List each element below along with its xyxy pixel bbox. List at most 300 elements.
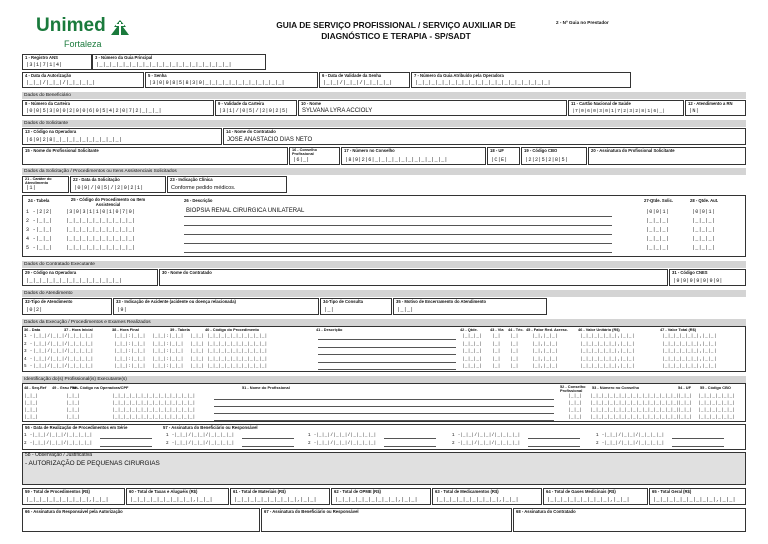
field-label: 8 - Número da Carteira bbox=[25, 101, 70, 106]
validade-carteira-field[interactable] bbox=[215, 100, 297, 116]
field-value: |9| bbox=[117, 307, 127, 313]
exec-header: 41 - Descrição bbox=[316, 327, 343, 332]
valor-total-blank: |_|_|_|_|_|_|,|_|_| bbox=[662, 334, 717, 339]
serie-signature-line bbox=[384, 438, 436, 439]
row-number: 5 - bbox=[24, 364, 33, 369]
data-blank: |_|_|/|_|_|/|_|_|_|_| bbox=[33, 349, 94, 354]
codigo-procedimento-value: |_|_|_|_|_|_|_|_|_|_| bbox=[66, 218, 136, 224]
field-label: 32-Tipo de Atendimento bbox=[25, 299, 73, 304]
serie-signature-line bbox=[384, 446, 436, 447]
field-value: |7|0|6|0|3|0|1|7|2|3|2|8|1|6|_| bbox=[572, 109, 666, 114]
prof-header: 51 - Nome do Profissional bbox=[242, 385, 290, 390]
valor-unitario-blank: |_|_|_|_|_|_|,|_|_| bbox=[580, 334, 635, 339]
data-autorizacao-field[interactable] bbox=[22, 72, 144, 88]
field-label: 30 - Nome do Contratado bbox=[162, 270, 212, 275]
serie-number: 2 - bbox=[596, 441, 605, 446]
exec-header: 40 - Código do Procedimento bbox=[205, 327, 260, 332]
uf-blank: |_|_| bbox=[678, 415, 693, 420]
tabela-blank: |_|_| bbox=[190, 349, 205, 354]
tec-blank: |_| bbox=[510, 341, 519, 347]
grau-part-blank: |_|_| bbox=[66, 394, 81, 399]
field-label: 14 - Nome do Contratado bbox=[226, 129, 276, 134]
field-label: 64 - Total de Gases Medicinais (R$) bbox=[546, 489, 616, 494]
page-title bbox=[246, 20, 546, 42]
hora-final-blank: |_|_|:|_|_| bbox=[152, 334, 184, 339]
cartao-nacional-saude-field[interactable] bbox=[568, 100, 684, 116]
serie-number: 1 - bbox=[24, 433, 33, 438]
hora-final-blank: |_|_|:|_|_| bbox=[152, 341, 184, 347]
field-value: |N| bbox=[689, 108, 699, 114]
valor-total-blank: |_|_|_|_|_|_|,|_|_| bbox=[662, 349, 717, 354]
field-label: 19 - Código CBO bbox=[524, 148, 558, 153]
codigo-procedimento-value: |3|0|3|1|1|0|1|0|7|0| bbox=[66, 209, 136, 215]
field-value: JOSE ANASTACIO DIAS NETO bbox=[227, 137, 313, 143]
tipo-consulta-field[interactable] bbox=[320, 298, 392, 315]
serie-signature-line bbox=[242, 438, 294, 439]
field-value: |2|2|5|2|8|5| bbox=[525, 157, 569, 163]
nome-line bbox=[214, 413, 554, 414]
validade-senha-field[interactable] bbox=[319, 72, 410, 88]
numero-conselho-blank: |_|_|_|_|_|_|_|_|_|_|_|_|_|_|_| bbox=[590, 394, 680, 399]
field-value: |_|_|_|_|_|_|_|_|_|,|_|_| bbox=[26, 497, 109, 503]
row-number: 4 - bbox=[24, 356, 33, 362]
total-opme-field[interactable] bbox=[331, 488, 431, 505]
descricao-line bbox=[184, 243, 612, 244]
numero-conselho-blank: |_|_|_|_|_|_|_|_|_|_|_|_|_|_|_| bbox=[590, 408, 680, 413]
via-blank: |_| bbox=[492, 334, 501, 339]
cbo-blank: |_|_|_|_|_|_| bbox=[698, 401, 736, 406]
assinatura-autorizacao-field[interactable] bbox=[22, 508, 260, 532]
exec-header: 44 - Téc. bbox=[508, 327, 524, 332]
descricao-line bbox=[318, 362, 456, 363]
row-number: 5 - bbox=[26, 245, 36, 251]
header-descricao: 26 - Descrição bbox=[184, 198, 213, 203]
codigo-cbo-field[interactable] bbox=[521, 147, 587, 165]
grau-part-blank: |_|_| bbox=[66, 401, 81, 406]
field-label: 23 - Indicação Clínica bbox=[170, 177, 213, 182]
qtde-blank: |_|_|_| bbox=[462, 341, 483, 347]
valor-total-blank: |_|_|_|_|_|_|,|_|_| bbox=[662, 341, 717, 347]
serie-signature-line bbox=[528, 446, 580, 447]
qtde-blank: |_|_|_| bbox=[462, 334, 483, 339]
field-label: 60 - Total de Taxas e Aluguéis (R$) bbox=[129, 489, 198, 494]
uf-blank: |_|_| bbox=[678, 401, 693, 406]
qtde-aut-value: |_|_|_| bbox=[692, 245, 716, 251]
header-qtde-solic: 27-Qtde. Solic. bbox=[644, 198, 674, 203]
field-value: |3|1|7|1|4| bbox=[26, 62, 63, 68]
tabela-blank: |_|_| bbox=[190, 356, 205, 362]
serie-signature-line bbox=[672, 446, 724, 447]
field-value: Conforme pedido médicos. bbox=[171, 185, 236, 191]
serie-signature-line bbox=[528, 438, 580, 439]
numero-conselho-blank: |_|_|_|_|_|_|_|_|_|_|_|_|_|_|_| bbox=[590, 415, 680, 420]
qtde-aut-value: |0|0|1| bbox=[692, 209, 716, 215]
field-value: |_|_|_|_|_|_|_|_|_|,|_|_| bbox=[436, 497, 519, 503]
seq-ref-blank: |_|_| bbox=[24, 408, 39, 413]
indicacao-acidente-field[interactable] bbox=[113, 298, 319, 315]
section-execucao: Dados da Execução / Procedimentos e Exames Realizados bbox=[22, 319, 746, 326]
fator-blank: |_|,|_|_| bbox=[532, 364, 558, 369]
descricao-line bbox=[184, 234, 612, 235]
cbo-blank: |_|_|_|_|_|_| bbox=[698, 415, 736, 420]
total-medicamentos-field[interactable] bbox=[432, 488, 542, 505]
field-value: |_| bbox=[324, 307, 334, 313]
cbo-blank: |_|_|_|_|_|_| bbox=[698, 394, 736, 399]
field-value: |_|_|_|_|_|_|_|_|_|_|_|_|_|_| bbox=[26, 278, 123, 284]
exec-header: 36 - Data bbox=[24, 327, 41, 332]
codigo-cpf-blank: |_|_|_|_|_|_|_|_|_|_|_|_|_|_| bbox=[112, 401, 196, 406]
assinatura-solicitante-field[interactable] bbox=[588, 147, 746, 165]
qtde-solic-value: |_|_|_| bbox=[646, 236, 670, 242]
field-value: |_|_|/|_|_|/|_|_|_|_| bbox=[323, 80, 393, 86]
field-value: |_|_|_|_|_|_|_|_|_|,|_|_| bbox=[335, 497, 418, 503]
field-label: 61 - Total de Materiais (R$) bbox=[233, 489, 286, 494]
row-number: 4 - bbox=[26, 236, 36, 242]
serie-number: 1 - bbox=[452, 433, 461, 438]
field-value: |6|_| bbox=[293, 157, 310, 163]
descricao-line bbox=[318, 339, 456, 340]
title-line-2: DIAGNÓSTICO E TERAPIA - SP/SADT bbox=[321, 31, 471, 41]
nome-line bbox=[214, 406, 554, 407]
valor-unitario-blank: |_|_|_|_|_|_|,|_|_| bbox=[580, 364, 635, 369]
total-materiais-field[interactable] bbox=[230, 488, 330, 505]
field-label: 62 - Total de OPME (R$) bbox=[334, 489, 381, 494]
numero-conselho-field[interactable] bbox=[341, 147, 486, 165]
guia-principal-field[interactable] bbox=[92, 54, 266, 70]
codigo-cpf-blank: |_|_|_|_|_|_|_|_|_|_|_|_|_|_| bbox=[112, 415, 196, 420]
fator-blank: |_|,|_|_| bbox=[532, 334, 558, 339]
serie-signature-line bbox=[100, 446, 152, 447]
descricao-line bbox=[184, 252, 612, 253]
codigo-operadora-executante-field[interactable] bbox=[22, 269, 158, 286]
tec-blank: |_| bbox=[510, 349, 519, 354]
section-solicitante: Dados do Solicitante bbox=[22, 120, 746, 127]
valor-unitario-blank: |_|_|_|_|_|_|,|_|_| bbox=[580, 356, 635, 362]
field-value: |C|E| bbox=[491, 157, 508, 163]
serie-date-blank: |_|_|/|_|_|/|_|_|_|_| bbox=[604, 433, 665, 438]
exec-header: 38 - Hora Final bbox=[112, 327, 139, 332]
exec-header: 45 - Fator Red. Acresc. bbox=[526, 327, 569, 332]
hora-final-blank: |_|_|:|_|_| bbox=[152, 349, 184, 354]
codigo-operadora-field[interactable] bbox=[22, 128, 222, 145]
observacao-field[interactable] bbox=[22, 452, 746, 485]
field-label: 63 - Total de Medicamentos (R$) bbox=[435, 489, 499, 494]
field-value: |1| bbox=[26, 185, 36, 191]
conselho-blank: |_|_| bbox=[568, 394, 583, 399]
assinatura-beneficiario-field[interactable] bbox=[261, 508, 512, 532]
data-blank: |_|_|/|_|_|/|_|_|_|_| bbox=[33, 364, 94, 369]
exec-header: 42 - Qtde. bbox=[460, 327, 478, 332]
field-value: SYLVANA LYRA ACCIOLY bbox=[302, 108, 373, 114]
valor-total-blank: |_|_|_|_|_|_|,|_|_| bbox=[662, 356, 717, 362]
field-label: 22 - Data da Solicitação bbox=[73, 177, 120, 182]
field-label: 4 - Data da Autorização bbox=[25, 73, 72, 78]
field-value: |0|2| bbox=[26, 307, 43, 313]
codigo-blank: |_|_|_|_|_|_|_|_|_|_| bbox=[207, 356, 268, 362]
conselho-blank: |_|_| bbox=[568, 401, 583, 406]
codigo-procedimento-value: |_|_|_|_|_|_|_|_|_|_| bbox=[66, 227, 136, 233]
serie-date-blank: |_|_|/|_|_|/|_|_|_|_| bbox=[604, 441, 665, 446]
serie-date-blank: |_|_|/|_|_|/|_|_|_|_| bbox=[32, 441, 93, 446]
grau-part-blank: |_|_| bbox=[66, 408, 81, 413]
field-label: 20 - Assinatura do Profissional Solicitante bbox=[591, 148, 675, 153]
field-label: 6 - Data de Validade da Senha bbox=[322, 73, 382, 78]
codigo-blank: |_|_|_|_|_|_|_|_|_|_| bbox=[207, 334, 268, 339]
valor-unitario-blank: |_|_|_|_|_|_|,|_|_| bbox=[580, 341, 635, 347]
descricao-line bbox=[318, 369, 456, 370]
senha-field[interactable] bbox=[145, 72, 318, 88]
row-number: 3 - bbox=[24, 349, 33, 354]
field-label: 66 - Assinatura do Responsável pela Autorização bbox=[25, 509, 123, 514]
tabela-blank: |_|_| bbox=[190, 364, 205, 369]
via-blank: |_| bbox=[492, 364, 501, 369]
numero-carteira-field[interactable] bbox=[22, 100, 214, 116]
total-procedimentos-field[interactable] bbox=[22, 488, 125, 505]
nome-beneficiario-field[interactable] bbox=[298, 100, 567, 116]
descricao-line bbox=[318, 347, 456, 348]
field-label: 35 - Motivo de Encerramento do Atendimento bbox=[396, 299, 487, 304]
field-label: 59 - Total de Procedimentos (R$) bbox=[25, 489, 90, 494]
via-blank: |_| bbox=[492, 349, 501, 354]
codigo-cnes-field[interactable] bbox=[669, 269, 746, 286]
hora-final-blank: |_|_|:|_|_| bbox=[152, 356, 184, 362]
prof-header: 55 - Código CBO bbox=[700, 385, 731, 390]
indicacao-clinica-field[interactable] bbox=[167, 176, 287, 193]
conselho-blank: |_|_| bbox=[568, 415, 583, 420]
row-number: 2 - bbox=[26, 218, 36, 224]
data-blank: |_|_|/|_|_|/|_|_|_|_| bbox=[33, 356, 94, 362]
field-value: |_|_| bbox=[397, 307, 414, 313]
section-atendimento: Dados do Atendimento bbox=[22, 290, 746, 297]
tabela-blank: |_|_| bbox=[190, 341, 205, 347]
field-value: |_|_|_|_|_|_|_|_|_|_|_|_|_|_|_|_|_|_|_|_| bbox=[96, 62, 232, 68]
atendimento-rn-field[interactable] bbox=[685, 100, 746, 116]
serie-date-blank: |_|_|/|_|_|/|_|_|_|_| bbox=[460, 433, 521, 438]
hora-inicial-blank: |_|_|:|_|_| bbox=[114, 341, 146, 347]
serie-number: 1 - bbox=[308, 433, 317, 438]
tabela-value: |_|_| bbox=[36, 218, 53, 224]
codigo-blank: |_|_|_|_|_|_|_|_|_|_| bbox=[207, 349, 268, 354]
exec-header: 43 - Via bbox=[490, 327, 504, 332]
serie-number: 1 - bbox=[596, 433, 605, 438]
qtde-aut-value: |_|_|_| bbox=[692, 236, 716, 242]
nome-contratado-field[interactable] bbox=[223, 128, 746, 145]
serie-date-blank: |_|_|/|_|_|/|_|_|_|_| bbox=[174, 441, 235, 446]
hora-inicial-blank: |_|_|:|_|_| bbox=[114, 356, 146, 362]
tec-blank: |_| bbox=[510, 356, 519, 362]
hora-inicial-blank: |_|_|:|_|_| bbox=[114, 364, 146, 369]
field-label: 3 - Número da Guia Principal bbox=[95, 55, 153, 60]
brand-name: Unimed bbox=[36, 15, 106, 36]
codigo-cpf-blank: |_|_|_|_|_|_|_|_|_|_|_|_|_|_| bbox=[112, 394, 196, 399]
seq-ref-blank: |_|_| bbox=[24, 415, 39, 420]
field-label: 65 - Total Geral (R$) bbox=[652, 489, 692, 494]
tree-logo-icon bbox=[108, 18, 132, 36]
tipo-atendimento-field[interactable] bbox=[22, 298, 112, 315]
qtde-aut-value: |_|_|_| bbox=[692, 218, 716, 224]
fator-blank: |_|,|_|_| bbox=[532, 349, 558, 354]
field-value: - AUTORIZAÇÃO DE PEQUENAS CIRURGIAS bbox=[25, 460, 160, 467]
field-label: 13 - Código na Operadora bbox=[25, 129, 77, 134]
exec-header: 39 - Tabela bbox=[170, 327, 190, 332]
guia-operadora-field[interactable] bbox=[411, 72, 631, 88]
valor-total-blank: |_|_|_|_|_|_|,|_|_| bbox=[662, 364, 717, 369]
total-taxas-field[interactable] bbox=[126, 488, 229, 505]
field-label: 11 - Cartão Nacional de Saúde bbox=[571, 101, 631, 106]
seq-ref-blank: |_|_| bbox=[24, 394, 39, 399]
guia-prestador-label: 2 - Nº Guia no Prestador bbox=[556, 20, 609, 25]
via-blank: |_| bbox=[492, 356, 501, 362]
uf-blank: |_|_| bbox=[678, 408, 693, 413]
section-profissionais: Identificação do(s) Profissional(is) Executante(s) bbox=[22, 376, 746, 383]
serie-signature-line bbox=[242, 446, 294, 447]
qtde-blank: |_|_|_| bbox=[462, 356, 483, 362]
conselho-profissional-field[interactable] bbox=[289, 147, 340, 165]
profissional-solicitante-field[interactable] bbox=[22, 147, 288, 165]
hora-inicial-blank: |_|_|:|_|_| bbox=[114, 334, 146, 339]
field-value: |_|_|/|_|_|/|_|_|_|_| bbox=[26, 80, 96, 86]
field-label: 33 - Indicação de Acidente (acidente ou doença relacionada) bbox=[116, 299, 236, 304]
field-label: 21 - Caráter do Atendimento bbox=[25, 177, 52, 185]
qtde-blank: |_|_|_| bbox=[462, 364, 483, 369]
title-line-1: GUIA DE SERVIÇO PROFISSIONAL / SERVIÇO AUXILIAR DE bbox=[276, 20, 516, 30]
field-value: |_|_|_|_|_|_|_|_|_|_|_|_|_|_|_|_|_|_|_|_| bbox=[415, 80, 551, 86]
data-solicitacao-field[interactable] bbox=[70, 176, 166, 193]
hora-inicial-blank: |_|_|:|_|_| bbox=[114, 349, 146, 354]
brand-city: Fortaleza bbox=[64, 39, 102, 49]
exec-header: 47 - Valor Total (R$) bbox=[660, 327, 697, 332]
row-number: 3 - bbox=[26, 227, 36, 233]
field-value: |8|9|2|6|_|_|_|_|_|_|_|_|_|_|_| bbox=[345, 157, 448, 163]
serie-number: 2 - bbox=[24, 441, 33, 446]
field-label: 18 - UF bbox=[490, 148, 504, 153]
field-value: |_|_|_|_|_|_|_|_|_|,|_|_| bbox=[130, 497, 213, 503]
tabela-blank: |_|_| bbox=[190, 334, 205, 339]
valor-unitario-blank: |_|_|_|_|_|_|,|_|_| bbox=[580, 349, 635, 354]
cbo-blank: |_|_|_|_|_|_| bbox=[698, 408, 736, 413]
fator-blank: |_|,|_|_| bbox=[532, 356, 558, 362]
descricao-line bbox=[184, 225, 612, 226]
qtde-blank: |_|_|_| bbox=[462, 349, 483, 354]
motivo-encerramento-field[interactable] bbox=[393, 298, 547, 315]
numero-conselho-blank: |_|_|_|_|_|_|_|_|_|_|_|_|_|_|_| bbox=[590, 401, 680, 406]
field-label: 7 - Número da Guia Atribuído pela Operadora bbox=[414, 73, 504, 78]
prof-header: 53 - Número no Conselho bbox=[592, 385, 640, 390]
descricao-value: BIOPSIA RENAL CIRURGICA UNILATERAL bbox=[186, 208, 305, 214]
nome-contratado-executante-field[interactable] bbox=[159, 269, 668, 286]
field-label: 10 - Nome bbox=[301, 101, 322, 106]
field-label: 15 - Nome do Profissional Solicitante bbox=[25, 148, 99, 153]
tec-blank: |_| bbox=[510, 334, 519, 339]
serie-date-blank: |_|_|/|_|_|/|_|_|_|_| bbox=[32, 433, 93, 438]
registro-ans-field[interactable] bbox=[22, 54, 92, 70]
assinatura-contratado-field[interactable] bbox=[513, 508, 746, 532]
data-realizacao-label: 56 - Data de Realização de Procedimentos em Série bbox=[25, 425, 128, 430]
prof-header: 54 - UF bbox=[678, 385, 691, 390]
exec-header: 37 - Hora Inicial bbox=[64, 327, 93, 332]
via-blank: |_| bbox=[492, 341, 501, 347]
prof-header: 50 - Código na Operadora/CPF bbox=[72, 385, 129, 390]
field-label: 58 - Observação / Justificativa bbox=[25, 452, 92, 458]
field-value: |6|9|2|8|_|_|_|_|_|_|_|_|_|_| bbox=[26, 137, 123, 143]
codigo-procedimento-value: |_|_|_|_|_|_|_|_|_|_| bbox=[66, 236, 136, 242]
field-label: 12 - Atendimento a RN bbox=[688, 101, 733, 106]
conselho-blank: |_|_| bbox=[568, 408, 583, 413]
field-value: |0|9|/|0|5|/|2|0|2|1| bbox=[74, 185, 144, 191]
qtde-solic-value: |_|_|_| bbox=[646, 227, 670, 233]
prof-header: 48 - Seq.Ref bbox=[24, 385, 47, 390]
header-codigo-procedimento: 25 - Código do Procedimento ou Item Assistencial bbox=[70, 197, 146, 207]
qtde-solic-value: |_|_|_| bbox=[646, 245, 670, 251]
field-label: 67 - Assinatura do Beneficiário ou Responsável bbox=[264, 509, 359, 514]
row-number: 1 - bbox=[26, 209, 36, 215]
grau-part-blank: |_|_| bbox=[66, 415, 81, 420]
field-label: 5 - Senha bbox=[148, 73, 167, 78]
row-number: 1 - bbox=[24, 334, 33, 339]
field-label: 29 - Código na Operadora bbox=[25, 270, 77, 275]
serie-date-blank: |_|_|/|_|_|/|_|_|_|_| bbox=[316, 433, 377, 438]
section-executante: Dados do Contratado Executante bbox=[22, 261, 746, 268]
header-qtde-aut: 28 - Qtde. Aut. bbox=[690, 198, 719, 203]
field-label: 31 - Código CNES bbox=[672, 270, 708, 275]
serie-number: 1 - bbox=[166, 433, 175, 438]
nome-line bbox=[214, 399, 554, 400]
field-label: 1 - Registro ANS bbox=[25, 55, 58, 60]
data-blank: |_|_|/|_|_|/|_|_|_|_| bbox=[33, 334, 94, 339]
data-blank: |_|_|/|_|_|/|_|_|_|_| bbox=[33, 341, 94, 347]
prof-header: 49 - Grau Part. bbox=[52, 385, 79, 390]
total-geral-field[interactable] bbox=[649, 488, 746, 505]
serie-number: 2 - bbox=[452, 441, 461, 446]
field-value: |0|0|5|3|0|0|2|0|0|6|0|5|4|2|0|7|2|_|_|_| bbox=[26, 108, 162, 114]
codigo-cpf-blank: |_|_|_|_|_|_|_|_|_|_|_|_|_|_| bbox=[112, 408, 196, 413]
carater-atendimento-field[interactable] bbox=[22, 176, 69, 193]
serie-date-blank: |_|_|/|_|_|/|_|_|_|_| bbox=[460, 441, 521, 446]
serie-signature-line bbox=[672, 438, 724, 439]
uf-blank: |_|_| bbox=[678, 394, 693, 399]
field-value: |3|0|9|8|5|8|3|0|_|_|_|_|_|_|_|_|_|_|_|_| bbox=[149, 80, 285, 86]
row-number: 2 - bbox=[24, 341, 33, 347]
fator-blank: |_|,|_|_| bbox=[532, 341, 558, 347]
uf-field[interactable] bbox=[487, 147, 520, 165]
field-value: |_|_|_|_|_|_|_|_|_|,|_|_| bbox=[653, 497, 736, 503]
tabela-value: |_|_| bbox=[36, 245, 53, 251]
serie-date-blank: |_|_|/|_|_|/|_|_|_|_| bbox=[174, 433, 235, 438]
field-value: |3|1|/|0|5|/|2|0|2|5| bbox=[219, 108, 289, 114]
field-label: 16 - Conselho Profissional bbox=[292, 148, 317, 156]
field-label: 17 - Número no Conselho bbox=[344, 148, 395, 153]
field-label: 9 - Validade da Carteira bbox=[218, 101, 265, 106]
section-solicitacao: Dados da Solicitação / Procedimentos ou Itens Assistenciais Solicitados bbox=[22, 168, 746, 175]
codigo-blank: |_|_|_|_|_|_|_|_|_|_| bbox=[207, 364, 268, 369]
serie-number: 2 - bbox=[166, 441, 175, 446]
exec-header: 46 - Valor Unitário (R$) bbox=[578, 327, 620, 332]
assinatura-serie-label: 57 - Assinatura do Beneficiário ou Responsável bbox=[163, 425, 258, 430]
tabela-value: |2|2| bbox=[36, 209, 53, 215]
qtde-solic-value: |0|0|1| bbox=[646, 209, 670, 215]
seq-ref-blank: |_|_| bbox=[24, 401, 39, 406]
descricao-line bbox=[184, 216, 612, 217]
unimed-logo bbox=[36, 15, 136, 51]
field-label: 68 - Assinatura do Contratado bbox=[516, 509, 576, 514]
section-beneficiario: Dados do Beneficiário bbox=[22, 92, 746, 99]
total-gases-field[interactable] bbox=[543, 488, 648, 505]
field-label: 34-Tipo de Consulta bbox=[323, 299, 363, 304]
codigo-blank: |_|_|_|_|_|_|_|_|_|_| bbox=[207, 341, 268, 347]
qtde-solic-value: |_|_|_| bbox=[646, 218, 670, 224]
tabela-value: |_|_| bbox=[36, 227, 53, 233]
field-value: |_|_|_|_|_|_|_|_|_|,|_|_| bbox=[234, 497, 317, 503]
